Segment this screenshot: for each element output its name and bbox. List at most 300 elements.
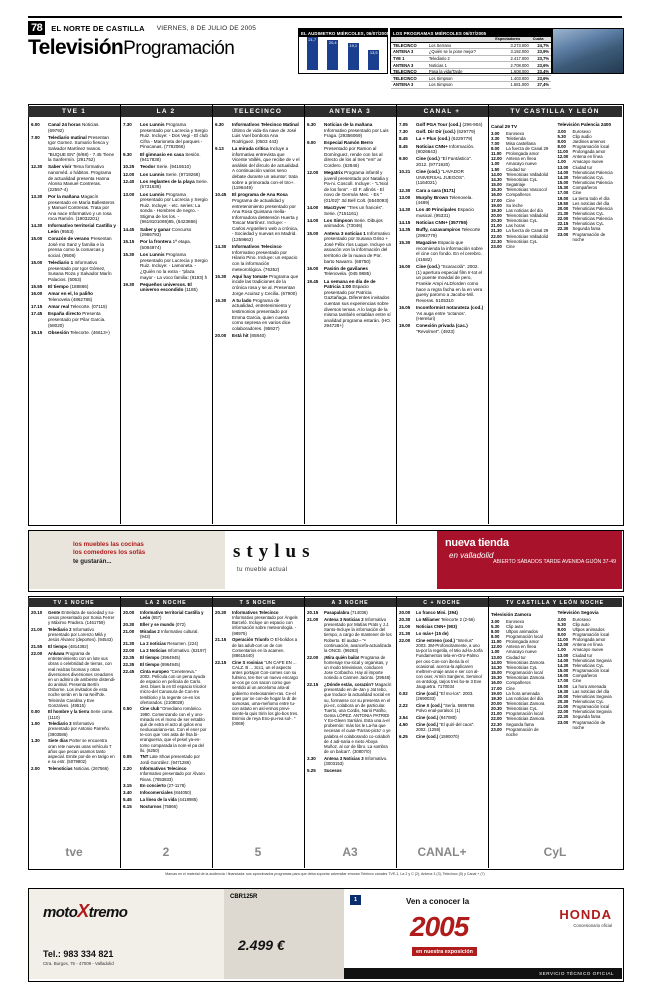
listing-body (48, 135, 116, 163)
table-cell: 24,7% (531, 42, 551, 49)
listing-body (140, 227, 208, 238)
listing-title: ¡Mira quién baila! (324, 654, 360, 660)
listing-time: 20.00 (557, 693, 569, 699)
listing-time: 15.00 (307, 230, 319, 236)
listing-item (123, 790, 208, 795)
listing-title: El tiempo (48, 284, 69, 290)
listing-description: Informativo presentado por Hilario Pino. Incluye: un espacio con la información meteorológica. (76352) (232, 249, 298, 272)
listing-time: 12.00 (491, 644, 502, 650)
listing-time: 1.00 (557, 647, 566, 653)
listing-item (31, 304, 116, 310)
listing-item (123, 122, 208, 150)
listing-title: Compañeros (506, 680, 531, 686)
listing-body (140, 629, 208, 639)
listing-description: Informativo cultural. (943) (140, 628, 199, 640)
listing-item (399, 144, 484, 155)
listing-title: Noticias de la mañana (324, 122, 373, 127)
advert-city: en valladolid (449, 551, 494, 560)
listing-body (48, 721, 116, 736)
listing-title: Cine estreno (cod.) (416, 637, 455, 643)
listing-title: Telenoticias Zamora (506, 659, 545, 665)
listing-time: 14.45 (123, 226, 135, 232)
listing-title: Programación local (506, 711, 543, 717)
listing-title: Programación de noche (506, 726, 539, 737)
listing-time: 11.00 (491, 151, 502, 157)
listing-title: Telenoticias Valladolid (506, 233, 548, 239)
advert-hours: ABIERTO SÁBADOS TARDE AVENIDA GIJÓN 37-49 (493, 559, 616, 565)
listing-time: 21.00 (31, 627, 43, 633)
listing-time: 19.00 (557, 195, 569, 201)
listing-time: 9.00 (307, 140, 316, 146)
listing-time: 20.30 (215, 610, 227, 615)
listing-item (31, 644, 116, 649)
schedule-column-3 (215, 610, 300, 728)
listing-title: Antena en línea (506, 644, 537, 650)
listing-title: Lo más+ (15 de) (416, 630, 449, 636)
stylus-advert[interactable] (28, 530, 624, 592)
advert-new-store: nueva tienda (445, 537, 509, 549)
listing-title: En concierto (140, 783, 167, 789)
listing-body (416, 617, 484, 622)
listing-body (416, 129, 484, 135)
listing-time: 22.30 (557, 226, 569, 232)
listing-title: Conexión privada (cac.) (416, 323, 468, 329)
listing-item (399, 169, 484, 186)
listing-time: 20.30 (399, 616, 411, 622)
listing-time: 6.25 (399, 733, 408, 739)
listing-time: 14.30 (215, 244, 227, 250)
listing-title: Clip auto (572, 621, 590, 627)
listing-item (123, 783, 208, 788)
listing-title: Telenoticias (48, 765, 73, 771)
listing-body (416, 722, 484, 732)
listing-body (416, 734, 484, 739)
listing-title: Segatriaje (506, 182, 526, 188)
listing-body (416, 220, 484, 226)
listing-time: 12.30 (31, 164, 43, 170)
listing-body (140, 783, 208, 788)
listing-time: 15.00 (31, 260, 43, 266)
table-row (391, 75, 551, 82)
listing-time: 12.00 (557, 154, 569, 160)
ranking-title: LOS PROGRAMAS MIÉRCOLES 06/07/2005 (391, 29, 551, 37)
listing-time: 14.00 (307, 217, 319, 223)
listing-title: Las noticias del día (506, 207, 543, 213)
listing-title: El tiempo (140, 654, 160, 660)
table-cell: ANTENA 3 (391, 82, 427, 89)
listing-body (232, 122, 300, 144)
listing-item (399, 240, 484, 262)
moto-badge: 1 (350, 895, 361, 905)
listing-time: 8.00 (491, 628, 500, 634)
listing-item (399, 188, 484, 194)
audiometer-box (298, 28, 388, 74)
listing-description: "El quirí-del caos". 2002. (1259) (416, 721, 475, 733)
listing-body (140, 239, 208, 250)
listing-description: (529779) (455, 129, 476, 135)
listing-body (416, 188, 484, 194)
listing-item (123, 164, 208, 170)
listing-title: Programación local (506, 633, 543, 639)
schedule-column-4 (307, 610, 392, 775)
listing-body (140, 766, 208, 781)
listing-item (123, 655, 208, 660)
listing-item (399, 624, 484, 629)
moto-expo: en nuestra exposición (412, 947, 477, 956)
listing-title: La fuerza de Canal 29 (506, 145, 549, 151)
listing-title: Lo Miliamer (416, 616, 440, 622)
listing-item (31, 709, 116, 719)
listing-title: La hora amenada (506, 690, 540, 696)
listing-body (140, 655, 208, 660)
listing-title: Antena en línea (506, 156, 537, 162)
listing-time: 22.15 (557, 221, 569, 227)
listing-item (558, 720, 619, 730)
listing-body (416, 195, 484, 206)
listing-description: Telenovela. (4489) (416, 194, 473, 206)
moto-phone: Tel.: 983 334 821 (43, 949, 114, 959)
listing-body (48, 284, 116, 290)
listing-time: 16.05 (399, 304, 411, 310)
listing-time: 15.30 (215, 273, 227, 279)
listing-item (31, 311, 116, 328)
table-cell: Noticias 1 (427, 62, 493, 69)
listing-title: Las horas (506, 223, 525, 229)
column-divider (304, 104, 305, 524)
table-cell: ¿Quién se lo pone mejor? (427, 49, 493, 56)
listing-title: Los Simpson (324, 217, 353, 223)
listing-time: 1.00 (491, 649, 500, 655)
listing-title: Cine (cod.) (416, 156, 440, 162)
listing-description: Programa infantil y juvenil presentado por Natalia y Pa-ni. Coscoll. Incluye: - "L'Isiol de los fons". - El F. afinós - El novo de Germán Mec. - Es "(01/02)" 3d Bell Colt. (5540093) (324, 169, 389, 203)
listing-time: 16.00 (399, 264, 411, 270)
listing-time: 6.15 (123, 804, 132, 810)
listing-time: 20.30 (491, 706, 502, 712)
listing-description: Serie. Dibujos animados. (73046) (324, 217, 383, 229)
table-cell: ANTENA 3 (391, 62, 427, 69)
advert-right-panel (437, 531, 622, 589)
listing-title: Telediario 2 (48, 627, 72, 633)
listing-body (232, 244, 300, 272)
listing-time: 20.00 (491, 701, 502, 706)
listing-item (31, 766, 116, 771)
listing-body (140, 754, 208, 764)
listing-time: 22.35 (123, 661, 135, 667)
listing-time: 1.00 (491, 161, 500, 167)
schedule-column-2 (123, 610, 208, 811)
listing-title: Las noticias del día (572, 688, 610, 694)
table-cell: 1.681.000 (493, 82, 531, 89)
listing-description: Presentado por Ramon al Domínguez, rende con los al directo de los al tres "em" ar Cordero. (62846) (324, 145, 383, 168)
listing-body (324, 617, 392, 653)
listing-title: La 2 Noticias (140, 647, 167, 653)
listing-time: 14.00 (307, 205, 319, 211)
listing-description: Noticias. (267566) (72, 765, 109, 771)
regional-schedule-column (491, 122, 618, 249)
listing-title: Segunda fama (572, 714, 601, 720)
listing-item (307, 266, 392, 277)
listing-time: 3.15 (123, 783, 132, 789)
listing-description: (1590070) (438, 733, 459, 739)
listing-time: 10.21 (399, 169, 411, 175)
listing-description: Espacio que recomienda la información sobre el cine con fondo. En el cerebro. (41682) (416, 240, 483, 262)
listing-time: 3.54 (399, 714, 408, 720)
listing-body (48, 627, 116, 642)
listing-time: 15.30 (399, 240, 411, 246)
listing-item (399, 691, 484, 701)
listing-body (48, 164, 116, 192)
listing-time: 0.00 (31, 709, 40, 715)
listing-item (399, 617, 484, 622)
listing-title: Telenoticias CyL (572, 699, 604, 704)
listing-body (48, 304, 116, 310)
listing-body (140, 179, 208, 190)
listing-title: Programación local (572, 668, 610, 674)
listing-item (307, 122, 392, 139)
listing-description: Informativo presentado por Igor Gómez, Susana Roza y Salvador Marín Palacios. (5053) (48, 260, 112, 282)
listing-body (48, 709, 116, 719)
listing-title: Antena en línea (572, 154, 603, 160)
listing-title: La 2 noticias (140, 640, 167, 646)
regional-station-name: Televisión Palencia 2400 (557, 122, 612, 127)
listing-time: 22.00 (123, 647, 135, 653)
ranking-box (390, 28, 552, 88)
listing-body (48, 291, 116, 302)
listing-body (416, 156, 484, 167)
listing-title: Ultpos animados (572, 626, 605, 632)
listing-title: Nocturnos (140, 804, 162, 810)
listing-title: A tu lado (232, 297, 252, 303)
ranking-table (391, 37, 551, 89)
listing-item (31, 284, 116, 290)
listing-item (399, 195, 484, 206)
listing-description: (3964945) (159, 654, 181, 660)
listing-time: 12.00 (557, 642, 569, 648)
listing-title: Telenoticias Palencia (572, 216, 613, 222)
listing-time: 22.30 (491, 721, 502, 727)
schedule-column-4 (307, 122, 392, 331)
listing-time: 15.00 (491, 670, 502, 676)
listing-description: "Revolmet". (4923) (416, 328, 455, 334)
listing-body (140, 610, 208, 620)
listing-body (140, 804, 208, 809)
listing-description: Serie. (9719268) (164, 171, 200, 177)
listing-title: Programación local (572, 143, 610, 149)
listing-item (215, 610, 300, 636)
listing-time: 13.00 (557, 652, 569, 658)
listing-title: Telenoticias Palencia (572, 169, 613, 175)
listing-item (307, 231, 392, 265)
listing-time: 19.15 (31, 329, 43, 335)
listing-title: Noticias CNN+ (903) (416, 623, 457, 629)
listing-body (324, 655, 392, 681)
listing-time: 7.30 (399, 129, 408, 135)
advert-line-3: te gustarán... (73, 557, 112, 565)
listing-time: 20.00 (123, 610, 135, 615)
listing-time: 21.30 (399, 630, 411, 636)
listing-time: 19.30 (123, 281, 135, 287)
listing-item (123, 252, 208, 280)
listing-item (123, 192, 208, 226)
listing-time: 21.00 (491, 711, 502, 717)
listing-time: 1.30 (31, 738, 40, 744)
listing-title: Prolongada amor (572, 149, 606, 155)
listing-title: Cine (cod.) (416, 714, 439, 720)
channel-logo-telecinco: 5 (254, 845, 262, 859)
listing-body (416, 136, 484, 142)
moto-advert[interactable] (28, 888, 624, 982)
listing-title: Cine (506, 685, 515, 691)
listing-item (307, 170, 392, 204)
schedule-column-1 (31, 122, 116, 337)
listing-title: Eurosexo (506, 618, 525, 624)
listing-time: 22.45 (123, 668, 135, 674)
listing-time: 22.15 (215, 659, 227, 665)
listing-title: Informativos Telecinco (232, 610, 279, 615)
listing-time: 15.55 (31, 284, 43, 290)
listing-time: 3.00 (557, 128, 566, 134)
listing-description: Programa de actualidad, entretenimiento y testimonios presentado por Emma Garcia, quien cuenta como sepresa en varios dice colaboradores. (95927) (232, 297, 291, 331)
listing-time: 16.00 (31, 291, 43, 297)
listing-title: Telenoticias Segovia (572, 693, 612, 699)
listing-title: Aquí hay tomate (232, 273, 268, 279)
listing-description: Programa presentado por Lucrecia y Sergio Ruiz. Incluye: - Lamoneta. - ¿Quién no la extra - "plaza mayor - La voco familia: (9193) h (140, 252, 208, 280)
photo-box (552, 28, 624, 74)
listing-body (416, 703, 484, 713)
listing-body (48, 738, 116, 764)
listing-time: 13.00 (399, 194, 411, 200)
listing-description: (75866) (161, 804, 178, 810)
listing-body (48, 311, 116, 328)
listing-time: 7.30 (123, 122, 132, 127)
listing-time: 15.30 (123, 252, 135, 258)
channel-logo-la2: 2 (162, 845, 170, 859)
listing-time: 14.30 (557, 662, 569, 668)
listing-title: Antena en línea (572, 642, 603, 648)
listing-time: 14.30 (491, 176, 502, 182)
listing-time: 14.00 (557, 657, 569, 663)
listing-title: Cine (572, 190, 582, 196)
listing-body (140, 648, 208, 653)
listing-time: 6.30 (215, 122, 224, 127)
listing-title: Telenoticias CyL (572, 221, 604, 227)
listing-item (123, 797, 208, 802)
listing-time: 16.00 (491, 192, 502, 198)
listing-time: 19.00 (557, 683, 569, 689)
listing-item (399, 207, 484, 218)
listing-title: El tiempo (48, 644, 68, 650)
listing-body (232, 637, 300, 658)
table-cell: 23,7% (531, 55, 551, 62)
listing-item (215, 122, 300, 144)
listing-time: 20.30 (557, 699, 569, 704)
listing-description: (8964945) (159, 661, 181, 667)
listing-title: Telenoticias Segovia (572, 709, 612, 715)
table-cell: 23,6% (531, 62, 551, 69)
listing-title: Telenoticias CyL (572, 662, 604, 668)
listing-time: 7.00 (31, 134, 40, 140)
channel-header-2: LA 2 (120, 106, 212, 117)
listing-title: Sucesos (324, 767, 342, 773)
regional-station-name: Canal 29 TV (491, 124, 518, 129)
listing-title: Buffy, cazavampiros (416, 227, 461, 233)
listing-item (307, 279, 392, 329)
listing-time: 0.02 (399, 691, 408, 697)
listing-time: 12.00 (491, 156, 502, 162)
listing-title: Informativos Telecinco Matinal (232, 122, 299, 127)
listing-description: (4418985) (176, 797, 198, 803)
listing-title: Teletienda (506, 135, 526, 141)
listing-body (416, 264, 484, 303)
listing-body (232, 660, 300, 727)
channel-header-1: TV 1 NOCHE (28, 598, 120, 607)
channel-header-6: TV CASTILLA Y LEÓN NOCHE (488, 598, 622, 607)
column-divider (396, 596, 397, 868)
channel-logos (28, 838, 622, 868)
listing-time: 9.00 (399, 156, 408, 162)
listing-time: 23.00 (557, 231, 569, 237)
listing-description: 'As auga entre 'octanos'. (Hereluri) (416, 310, 466, 322)
listing-item (123, 239, 208, 250)
listing-time: 22.00 (31, 651, 43, 657)
listing-time: 22.00 (491, 716, 502, 722)
listing-title: Magazine (416, 240, 437, 246)
listing-item (399, 715, 484, 720)
audiometer-bar: 20,4 (327, 40, 338, 70)
listing-item (31, 194, 116, 222)
listing-title: Especial Ramón Berro (324, 140, 374, 146)
table-row (391, 68, 551, 75)
listing-title: Telenoticias CyL (506, 664, 538, 670)
listing-description: Serie come. (1110) (48, 709, 114, 720)
listing-title: Segunda fama (572, 226, 601, 232)
listing-title: Miradas 2 (140, 628, 160, 634)
listing-body (232, 298, 300, 332)
listing-description: "UN CAFE EN ... CALZ. B ... 3cc1, un el aspecto antes portajon Con-comes con su fulmino, ten-Ser un nuevo encargo ar-cos ge con sacon como gue sentido al un ancelomo aria-al gobierno meteosamien-ras. Ce-el ones por se con-de hogar la dr de sumosas, uma-meñomo entre tu-con astuto en así-ermos previ-siente-la quis tririn los glo-bos tres. Enimio de reya Eno-pu-rea sol-. "(0069) (232, 659, 299, 727)
listing-body (324, 756, 392, 766)
listing-description: "El Fantástico". 2012. (9771920) (416, 156, 473, 167)
listing-title: Jardines amenos (572, 138, 606, 144)
listing-item (399, 323, 484, 334)
listing-time: 19.00 (491, 690, 502, 696)
listing-item (123, 706, 208, 752)
table-cell: 1.403.000 (493, 75, 531, 82)
table-cell: 2.708.000 (493, 62, 531, 69)
listing-title: Amar real (48, 304, 70, 310)
table-row (391, 42, 551, 49)
schedule-column-3 (215, 122, 300, 340)
listing-title: Clip audio (572, 133, 592, 139)
listing-item (307, 768, 392, 773)
listing-description: Magacín presentado en de-Jan y Jat tebo, que troduce la actualidad social en su, formanse cor su presenta en el pú-ez, colabora un de particular. Tuerto, una Cordis, Narió Patiño, Gema LÓPEZ. ANTONIA PATRIDI Y Ex-Gleen Sarriáni. Esta una a-el probemón: más los le La-ha que necesan el cuan-'Farras-picto' o ye palabra el colaborando co-colaboh de 4 adi-naria e nieto Aboya Muñoz. al cor de libro. La sombra de un balcan". (30807/0) (324, 682, 392, 755)
table-cell: 23,9% (531, 49, 551, 56)
table-cell: Pasa la vida/Tarde (427, 68, 493, 75)
listing-time: 11.00 (557, 637, 569, 643)
listing-description: Información. (9026643) (416, 143, 475, 155)
listing-title: Amar en el, lo paliño (48, 291, 93, 297)
listing-title: Prolongada amor (506, 639, 539, 645)
listing-title: Golf PGA Tour (cod.) (416, 122, 462, 127)
listing-description: 1ª etapa. (5084974) (140, 239, 191, 251)
listing-time: 20.00 (557, 205, 569, 211)
listing-description: Informativo presentado por Susana Griso + José Félix ríos Luque. Incluye un asoacón von la información del territorio de la nuava de Por. barto Navarro. (68750) (324, 230, 392, 264)
table-cell: TVE 1 (391, 55, 427, 62)
listing-description: Presenta presentado por Pilar Garcia. (58020) (48, 311, 106, 328)
listing-time: 12.30 (399, 187, 411, 193)
listing-title: Programación local (572, 704, 610, 710)
listing-title: Eller y se mundo (140, 621, 175, 627)
listing-description: Noticias. (69792) (48, 122, 100, 133)
